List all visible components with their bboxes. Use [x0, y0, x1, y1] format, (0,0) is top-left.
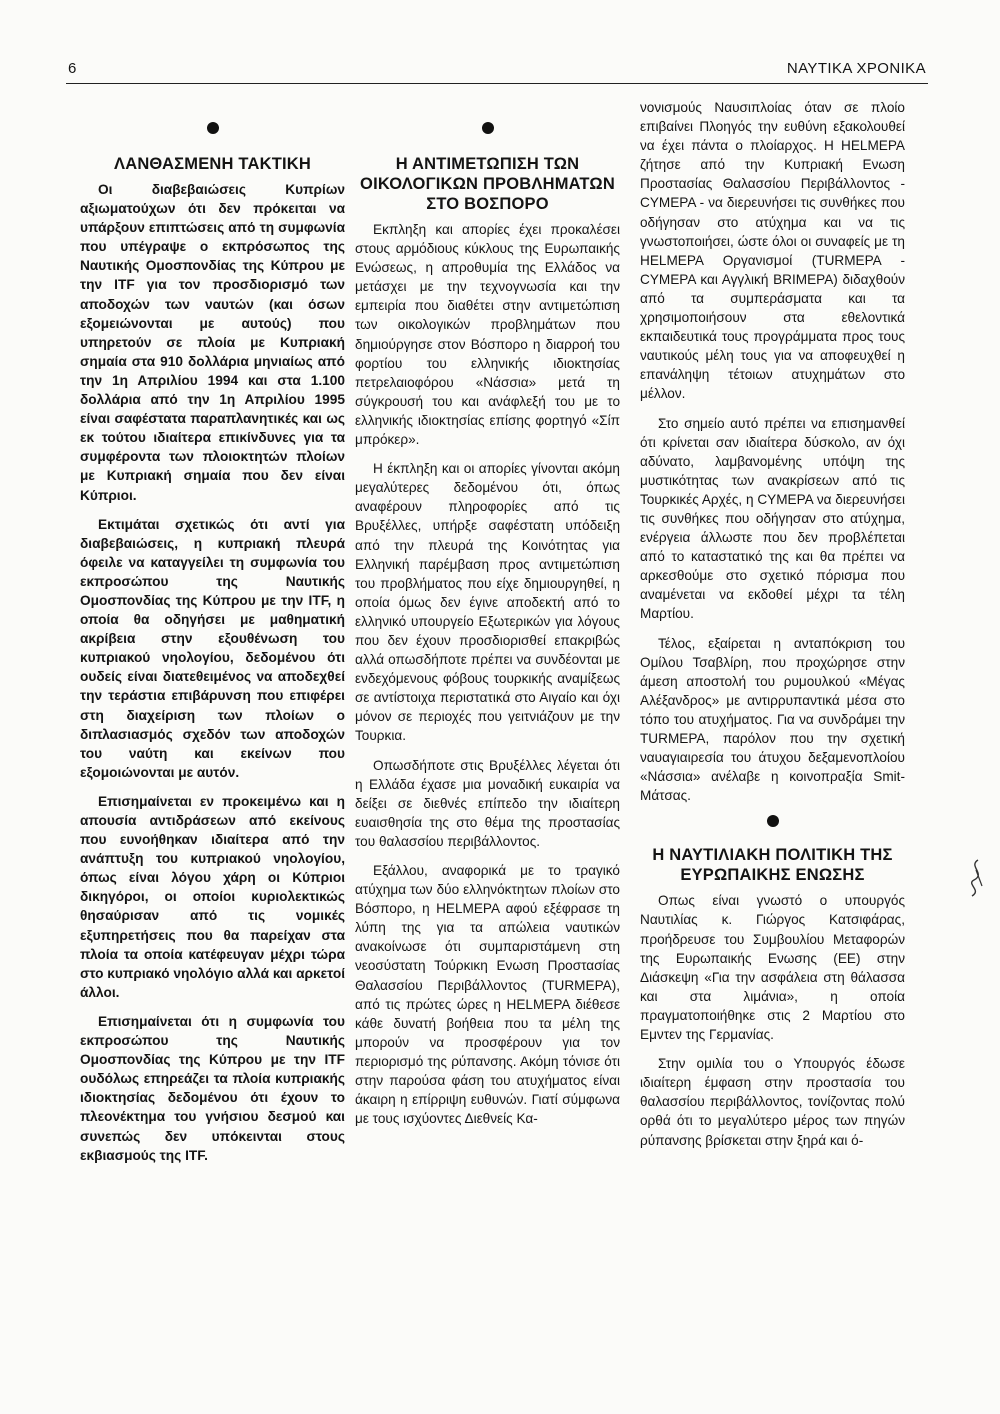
article-title-1: ΛΑΝΘΑΣΜΕΝΗ ΤΑΚΤΙΚΗ: [114, 155, 311, 173]
bullet-dot: [207, 122, 219, 134]
header-rule: [66, 83, 928, 84]
column-3: [640, 98, 905, 1150]
bullet-dot: [482, 122, 494, 134]
article-paragraph: Επισημαίνεται εν προκειμένω και η απουσία αντιδράσεων από εκείνους που ευνοήθηκαν ιδιαίτερα από την ανάπτυξη του κυπριακού νηολογίου, όπως είναι λόγου χάρη οι Κύπριοι δικηγόροι, οι οποίοι κυριολεκτικώς θησαύρισαν από τις νομικές εξυπηρετήσεις που θα παρείχαν στα πλοία τα οποία κατέφευγαν μέχρι τώρα στο κυπριακό νηολόγιο αλλά και αρκετοί άλλοι.: [80, 793, 345, 1000]
publication-title: ΝΑΥΤΙΚΑ ΧΡΟΝΙΚΑ: [786, 60, 926, 77]
article-paragraph: Εξάλλου, αναφορικά με το τραγικό ατύχημα των δύο ελληνόκτητων πλοίων στο Βόσπορο, η HELMEPA αφού εξέφρασε τη λύπη της για τα απώλεια ναυτικών ανακοίνωσε ότι συμπαριστάμενη στη νεοσύστατη Τούρκικη Ενωση Προστασίας Θαλασσίου Περιβάλλοντος (TURMEPA), από τις πρώτες ώρες η HELMEPA διέθεσε κάθε δυνατή βοήθεια που τα μέλη της μπορούν να προσφέρουν για τον περιορισμό της ρύπανσης. Ακόμη τόνισε ότι στην παρούσα φάση του ατυχήματος είναι άκαιρη η επίρριψη ευθυνών. Γιατί σύμφωνα με τους ισχύοντες Διεθνείς Κα-: [355, 863, 620, 1127]
article-paragraph: Επισημαίνεται ότι η συμφωνία του εκπροσώπου της Ναυτικής Ομοσπονδίας της Κύπρου με την ITF ουδόλως επηρεάζει τα πλοία κυπριακής ιδιοκτησίας δεδομένου ότι έχουν το πλεονέκτημα του γνήσιου δεσμού και συνεπώς δεν υπόκεινται στους εκβιασμούς της ITF.: [80, 1013, 345, 1163]
column-2: [355, 110, 620, 1138]
bullet-dot: [767, 815, 779, 827]
article-paragraph: Στο σημείο αυτό πρέπει να επισημανθεί ότι κρίνεται σαν ιδιαίτερα δύσκολο, αν όχι αδύνατο, λαμβανομένης υπόψη της μυστικότητας των ανακρίσεων από τις Τουρκικές Αρχές, η CYMEPA να διερευνήσει τις συνθήκες που οδήγησαν στο ατύχημα, ενέργεια άλλωστε που δεν προβλέπεται από το καταστατικό της και θα πρέπει να αρκεσθούμε στο σχετικό πόρισμα που αναμένεται να εκδοθεί μέχρι τα τέλη Μαρτίου.: [640, 415, 905, 622]
article-title-2: Η ΑΝΤΙΜΕΤΩΠΙΣΗ ΤΩΝ ΟΙΚΟΛΟΓΙΚΩΝ ΠΡΟΒΛΗΜΑΤΩΝ ΣΤΟ ΒΟΣΠΟΡΟ: [360, 155, 615, 213]
page-number: 6: [68, 60, 77, 77]
article-paragraph: Εκτιμάται σχετικώς ότι αντί για διαβεβαιώσεις, η κυπριακή πλευρά όφειλε να καταγγείλει τη συμφωνία του εκπροσώπου της Ναυτικής Ομοσπονδίας της Κύπρου με την ITF, η οποία θα οδηγήσει με μαθηματική ακρίβεια στην εξουθένωση του κυπριακού νηολογίου, δεδομένου ότι ουδείς είναι διατεθειμένος να αποδεχθεί την τεράστια επιβάρυνση που επιφέρει στη διαχείριση των πλοίων ο διπλασιασμός σχεδόν των αποδοχών του ναύτη και εκείνων που εξομοιώνονται με αυτόν.: [80, 516, 345, 780]
article-title-3: Η ΝΑΥΤΙΛΙΑΚΗ ΠΟΛΙΤΙΚΗ ΤΗΣ ΕΥΡΩΠΑΙΚΗΣ ΕΝΩΣΗΣ: [652, 846, 893, 885]
article-paragraph: Τέλος, εξαίρεται η ανταπόκριση του Ομίλου Τσαβλίρη, που προχώρησε στην άμεση αποστολή του ρυμουλκού «Μέγας Αλέξανδρος» με αντιρρυπαντικά μέσα στο τόπο του ατυχήματος. Για να συνδράμει την TURMEPA, παρόλον που την σχετική ναυαγιαιρεσία του άτυχου δεξαμενοπλοίου «Νάσσια» ανέλαβε η κοινοπραξία Smit-Μάτσας.: [640, 635, 905, 804]
article-paragraph: Οπως είναι γνωστό ο υπουργός Ναυτιλίας κ. Γιώργος Κατσιφάρας, προήδρευσε του Συμβουλίου Μεταφορών της Ευρωπαικής Ενωσης (ΕΕ) στην Διάσκεψη «Για την ασφάλεια στη θάλασσα και στα λιμάνια», η οποία πραγματοποιήθηκε στις 2 Μαρτίου στο Εμντεν της Γερμανίας.: [640, 893, 905, 1043]
article-paragraph: Στην ομιλία του ο Υπουργός έδωσε ιδιαίτερη έμφαση στην προστασία του θαλασσίου περιβάλλοντος, τονίζοντας πολύ ορθά ότι το μεγαλύτερο μέρος των πηγών ρύπανσης βρίσκεται στην ξηρά και ό-: [640, 1056, 905, 1148]
column-1: [80, 110, 345, 1175]
article-paragraph: Οπωσδήποτε στις Βρυξέλλες λέγεται ότι η Ελλάδα έχασε μια μοναδική ευκαιρία να δείξει σε διεθνές επίπεδο την ιδιαίτερη ευαισθησία της στο θέμα της προστασίας του θαλασσίου περιβάλλοντος.: [355, 757, 620, 849]
article-paragraph: Εκπληξη και απορίες έχει προκαλέσει στους αρμόδιους κύκλους της Ευρωπαικής Ενώσεως, η απροθυμία της Ελλάδος να μετάσχει με την τεχνογνωσία και την εμπειρία που διαθέτει στην αντιμετώπιση των οικολογικών προβλημάτων που δημιούργησε στον Βόσπορο η διαρροή του φορτίου του ελληνικής ιδιοκτησίας πετρελαιοφόρου «Νάσσια» μετά τη σύγκρουσή του και ανάφλεξή του με το ελληνικής ιδιοκτησίας επίσης φορτηγό «Σίπ μπρόκερ».: [355, 222, 620, 448]
article-paragraph: Οι διαβεβαιώσεις Κυπρίων αξιωματούχων ότι δεν πρόκειται να υπάρξουν επιπτώσεις από τη συμφωνία που υπέγραψε ο εκπρόσωπος της Ναυτικής Ομοσπονδίας της Κύπρου με την ITF για τον προσδιορισμό των αποδοχών των ναυτών (και όσων εξομειώνονται με αυτούς) που υπηρετούν σε πλοία με Κυπριακή σημαία στα 910 δολλάρια μηνιαίως από την 1η Απριλίου 1994 και στα 1.100 δολλάρια από την 1η Απριλίου 1995 είναι σαφέστατα παραπλανητικές και ως εκ τούτου ιδιαίτερα επικίνδυνες για τα συμφέροντα των πλοιοκτητών πλοίων με Κυπριακή σημαία που δεν είναι Κύπριοι.: [80, 182, 345, 503]
article-paragraph: Η έκπληξη και οι απορίες γίνονται ακόμη μεγαλύτερες δεδομένου ότι, όπως αναφέρουν πληροφορίες από τις Βρυξέλλες, υπήρξε σαφέστατη υπόδειξη από την πλευρά της Κοινότητας για Ελληνική παρέμβαση προς αντιμετώπιση του προβλήματος που είχε δημιουργηθεί, η οποία όμως δεν έγινε αποδεκτή από το ελληνικό υπουργείο Εξωτερικών για λόγους που δεν έχουν προσδιορισθεί επακριβώς αλλά οπωσδήποτε πρέπει να συνδέονται με ενδεχόμενους φόβους τουρκικής αναμίξεως σε αντίστοιχα περιστατικά στο Αιγαίο και όχι μόνον σε περιοχές που γειτνιάζουν με την Τουρκια.: [355, 461, 620, 744]
article-paragraph: νονισμούς Ναυσιπλοίας όταν σε πλοίο επιβαίνει Πλοηγός την ευθύνη εξακολουθεί να έχει πάντα ο πλοίαρχος. Η HELMEPA ζήτησε από την Κυπριακή Ενωση Προστασίας Θαλασσίου Περιβάλλοντος - CYMEPA - να διερευνήσει τις συνθήκες που οδήγησαν στο ατύχημα και να τις γνωστοποιήσει, ώστε όλοι οι συναφείς με τη HELMEPA Οργανισμοί (TURMEPA - CYMEPA και Αγγλική BRIMEPA) διδαχθούν από τα συμπεράσματα και τα χρησιμοποιήσουν στα εθελοντικά εκπαιδευτικά τους προγράμματα προς τους ναυτικούς μέλη τους για να αποφευχθεί η επανάληψη τέτοιων ατυχημάτων στο μέλλον.: [640, 100, 905, 402]
handwritten-mark-icon: [964, 856, 992, 900]
